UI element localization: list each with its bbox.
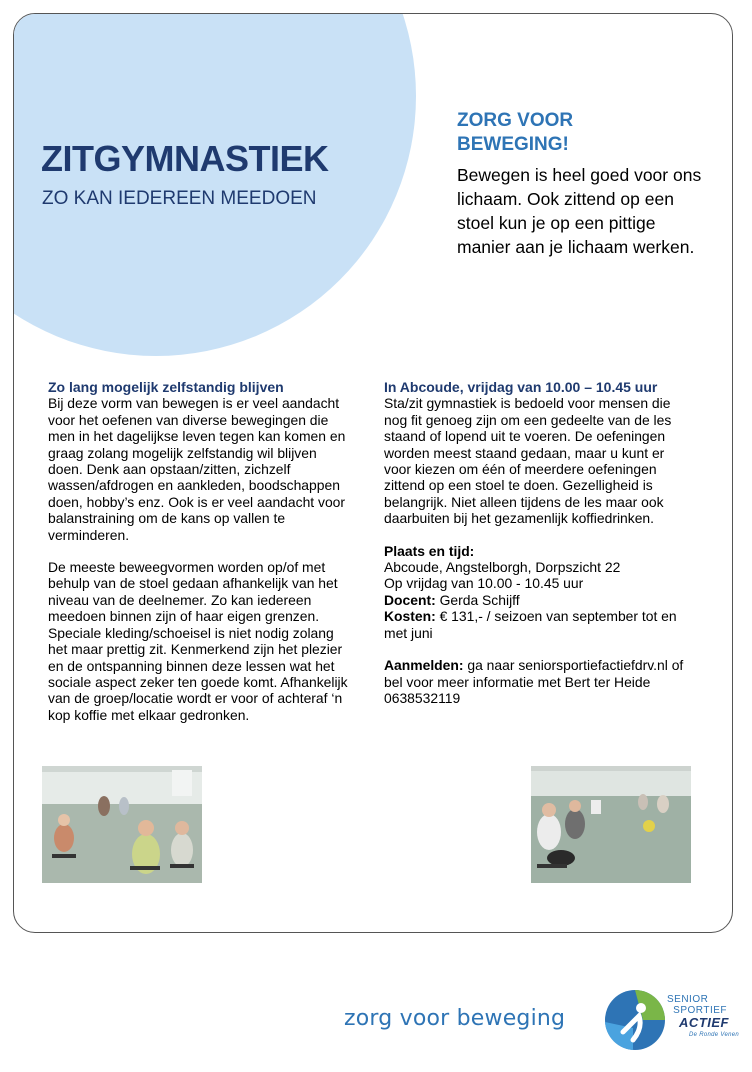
teacher-line [384, 592, 694, 608]
right-column-heading: In Abcoude, vrijdag van 10.00 – 10.45 uur [384, 379, 658, 395]
signup-label: Aanmelden: [384, 657, 464, 674]
senior-sportief-actief-logo [603, 988, 745, 1054]
intro-heading-line2: BEWEGING! [457, 134, 569, 155]
left-column-paragraph-2: De meeste beweegvormen worden op/of met behulp van de stoel gedaan afhankelijk van het niveau van de deelnemer. Zo kan iedereen meedoen binnen zijn of haar eigen grenzen. Speciale kleding/schoeisel is niet nodig zolang het maar prettig zit. Kenmerkend zijn het plezier en de ontspanning binnen deze lessen wat het sociale aspect zeker ten goede komt. Afhankelijk van de groep/locatie wordt er voor of achteraf ‘n kop koffie met elkaar gedronken. [48, 559, 348, 723]
page-title: ZITGYMNASTIEK [41, 138, 329, 179]
cost-line [384, 608, 694, 641]
teacher-label: Docent: [384, 591, 436, 608]
logo-line-senior: SENIOR [667, 994, 709, 1005]
left-column-heading: Zo lang mogelijk zelfstandig blijven [48, 379, 284, 395]
decorative-circle [13, 13, 416, 356]
logo-text [667, 994, 739, 1038]
teacher-name: Gerda Schijff [435, 591, 520, 608]
intro-body: Bewegen is heel goed voor ons lichaam. Ook zittend op een stoel kun je op een pittige manier aan je lichaam werken. [457, 165, 702, 257]
place-time: Op vrijdag van 10.00 - 10.45 uur [384, 575, 584, 592]
cost-value: € 131,- / seizoen van september tot en met juni [384, 608, 677, 641]
left-column-paragraph-1: Bij deze vorm van bewegen is er veel aandacht voor het oefenen van diverse bewegingen die men in het dagelijkse leven tegen kan komen en graag zolang mogelijk zelfstandig wil blijven doen. Denk aan opstaan/zitten, zichzelf wassen/afdrogen en aankleden, boodschappen doen, hobby’s enz. Ook is er veel aandacht voor balanstraining om de kans op vallen te verminderen. [48, 395, 346, 543]
intro-heading-line1: ZORG VOOR [457, 110, 574, 131]
right-column-paragraph: Sta/zit gymnastiek is bedoeld voor mensen die nog fit genoeg zijn om een gedeelte van de les staand of lopend uit te voeren. De oefeningen worden meest staand gedaan, maar u kunt er voor kiezen om één of meerdere oefeningen zittend op een stoel te doen. Gezelligheid is belangrijk. Niet alleen tijdens de les maar ook daarbuiten bij het gezamenlijk koffiedrinken. [384, 395, 672, 527]
intro-heading [457, 109, 657, 157]
flyer-frame [13, 13, 733, 933]
page-subtitle: ZO KAN IEDEREEN MEEDOEN [42, 188, 317, 209]
class-photo-left [42, 766, 202, 883]
place-address: Abcoude, Angstelborgh, Dorpszicht 22 [384, 559, 621, 576]
right-column [384, 379, 694, 706]
signup-line [384, 657, 694, 706]
logo-line-region: De Ronde Venen [688, 1032, 739, 1038]
logo-line-actief: ACTIEF [679, 1015, 729, 1030]
logo-line-sportief: SPORTIEF [673, 1005, 727, 1016]
signup-text: ga naar seniorsportiefactiefdrv.nl of bel voor meer informatie met Bert ter Heide 0638532119 [384, 657, 684, 706]
runner-logo-icon [603, 988, 667, 1052]
cost-label: Kosten: [384, 608, 436, 625]
left-column [48, 379, 350, 723]
place-label: Plaats en tijd: [384, 542, 475, 559]
footer-slogan: zorg voor beweging [344, 1006, 566, 1031]
class-photo-right [531, 766, 691, 883]
